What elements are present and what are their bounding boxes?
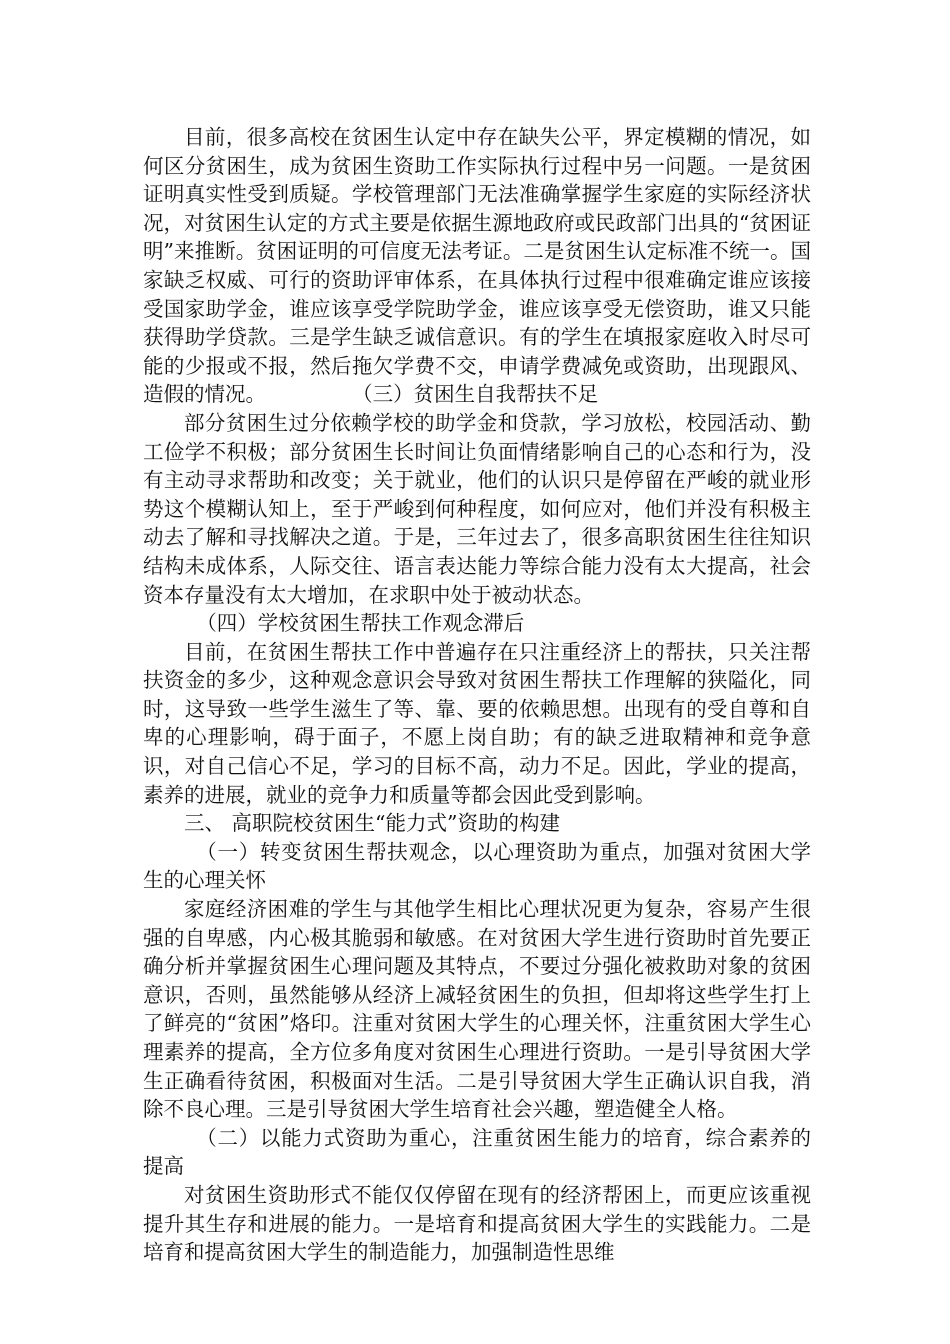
heading-psychological-aid: （一）转变贫困生帮扶观念，以心理资助为重点，加强对贫困大学生的心理关怀: [143, 839, 811, 893]
paragraph-psychological-aid: 家庭经济困难的学生与其他学生相比心理状况更为复杂，容易产生很强的自卑感，内心极其脆弱和敏感。在对贫困大学生进行资助时首先要正确分析并掌握贫困生心理问题及其特点，不要过分强化被救助对象的贫困意识，否则，虽然能够从经济上减轻贫困生的负担，但却将这些学生打上了鲜亮的“贫困”烙印。注重对贫困大学生的心理关怀，注重贫困大学生心理素养的提高，全方位多角度对贫困生心理进行资助。一是引导贫困大学生正确看待贫困，积极面对生活。二是引导贫困大学生正确认识自我，消除不良心理。三是引导贫困大学生培育社会兴趣，塑造健全人格。: [143, 897, 811, 1122]
paragraph-ability-aid: 对贫困生资助形式不能仅仅停留在现有的经济帮困上，而更应该重视提升其生存和进展的能力。一是培育和提高贫困大学生的实践能力。二是培育和提高贫困大学生的制造能力，加强制造性思维: [143, 1182, 811, 1265]
paragraph-text: 目前，很多高校在贫困生认定中存在缺失公平，界定模糊的情况，如何区分贫困生，成为贫困生资助工作实际执行过程中另一问题。一是贫困证明真实性受到质疑。学校管理部门无法准确掌握学生家庭的实际经济状况，对贫困生认定的方式主要是依据生源地政府或民政部门出具的“贫困证明”来推断。贫困证明的可信度无法考证。二是贫困生认定标准不统一。国家缺乏权威、可行的资助评审体系，在具体执行过程中很难确定谁应该接受国家助学金，谁应该享受学院助学金，谁应该享受无偿资助，谁又只能获得助学贷款。三是学生缺乏诚信意识。有的学生在填报家庭收入时尽可能的少报或不报，然后拖欠学费不交，申请学费减免或资助，出现跟风、造假的情况。: [143, 125, 811, 407]
heading-ability-aid: （二）以能力式资助为重心，注重贫困生能力的培育，综合素养的提高: [143, 1125, 811, 1179]
heading-self-help: （三）贫困生自我帮扶不足: [352, 382, 599, 407]
heading-school-concept: （四）学校贫困生帮扶工作观念滞后: [196, 611, 525, 636]
paragraph-poverty-identification: [143, 123, 811, 409]
paragraph-self-help: 部分贫困生过分依赖学校的助学金和贷款，学习放松，校园活动、勤工俭学不积极；部分贫困生长时间让负面情绪影响自己的心态和行为，没有主动寻求帮助和改变；关于就业，他们的认识只是停留在严峻的就业形势这个模糊认知上，至于严峻到何种程度，如何应对，他们并没有积极主动去了解和寻找解决之道。于是，三年过去了，很多高职贫困生往往知识结构未成体系，人际交往、语言表达能力等综合能力没有太大提高，社会资本存量没有太大增加，在求职中处于被动状态。: [143, 410, 811, 607]
paragraph-school-concept: 目前，在贫困生帮扶工作中普遍存在只注重经济上的帮扶，只关注帮扶资金的多少，这种观念意识会导致对贫困生帮扶工作理解的狭隘化，同时，这导致一些学生滋生了等、靠、要的依赖思想。出现有的受自尊和自卑的心理影响，碍于面子，不愿上岗自助；有的缺乏进取精神和竞争意识，对自己信心不足，学习的目标不高，动力不足。因此，学业的提高，素养的进展，就业的竞争力和质量等都会因此受到影响。: [143, 639, 811, 807]
section-heading-three: 三、 高职院校贫困生“能力式”资助的构建: [184, 811, 560, 836]
document-body: [143, 123, 811, 1267]
